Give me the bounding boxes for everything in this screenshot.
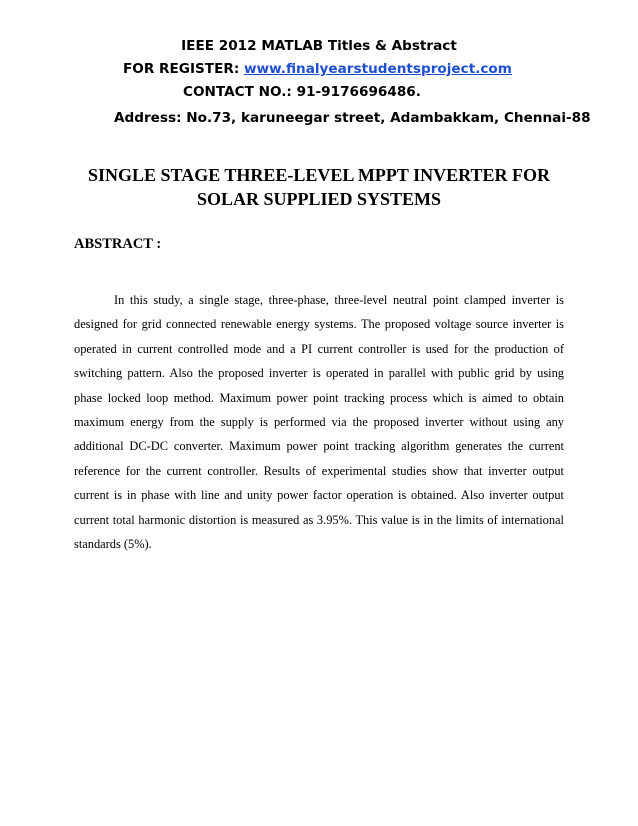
abstract-line: current total harmonic distortion is measured as 3.95%. This value is in the limits of international [74, 512, 564, 527]
register-line [123, 61, 512, 77]
header-title: IEEE 2012 MATLAB Titles & Abstract [181, 38, 457, 54]
abstract-line: current is in phase with line and unity power factor operation is obtained. Also inverter output [74, 488, 564, 503]
title-line-2: SOLAR SUPPLIED SYSTEMS [196, 189, 442, 209]
abstract-line: maximum energy from the supply is performed via the proposed inverter without using any [74, 415, 564, 430]
abstract-line: switching pattern. Also the proposed inverter is operated in parallel with public grid by using [74, 366, 564, 381]
address-line: Address: No.73, karuneegar street, Adambakkam, Chennai-88 [114, 110, 591, 126]
abstract-heading: ABSTRACT : [74, 236, 162, 252]
abstract-line: additional DC-DC converter. Maximum power point tracking algorithm generates the current [74, 439, 564, 454]
abstract-line: phase locked loop method. Maximum power point tracking process which is aimed to obtain [74, 390, 564, 405]
contact-line: CONTACT NO.: 91-9176696486. [183, 84, 421, 100]
abstract-line: operated in current controlled mode and a PI current controller is used for the production of [74, 341, 564, 356]
register-label: FOR REGISTER: [123, 61, 244, 77]
title-line-1: SINGLE STAGE THREE-LEVEL MPPT INVERTER FOR [88, 165, 550, 185]
document-title [60, 163, 578, 211]
abstract-line: In this study, a single stage, three-phase, three-level neutral point clamped inverter is [114, 293, 564, 307]
abstract-body [74, 288, 564, 556]
abstract-line: designed for grid connected renewable energy systems. The proposed voltage source inverter is [74, 317, 564, 332]
abstract-line: reference for the current controller. Results of experimental studies show that inverter output [74, 463, 564, 478]
abstract-line: standards (5%). [74, 537, 152, 552]
register-link[interactable]: www.finalyearstudentsproject.com [244, 61, 512, 77]
